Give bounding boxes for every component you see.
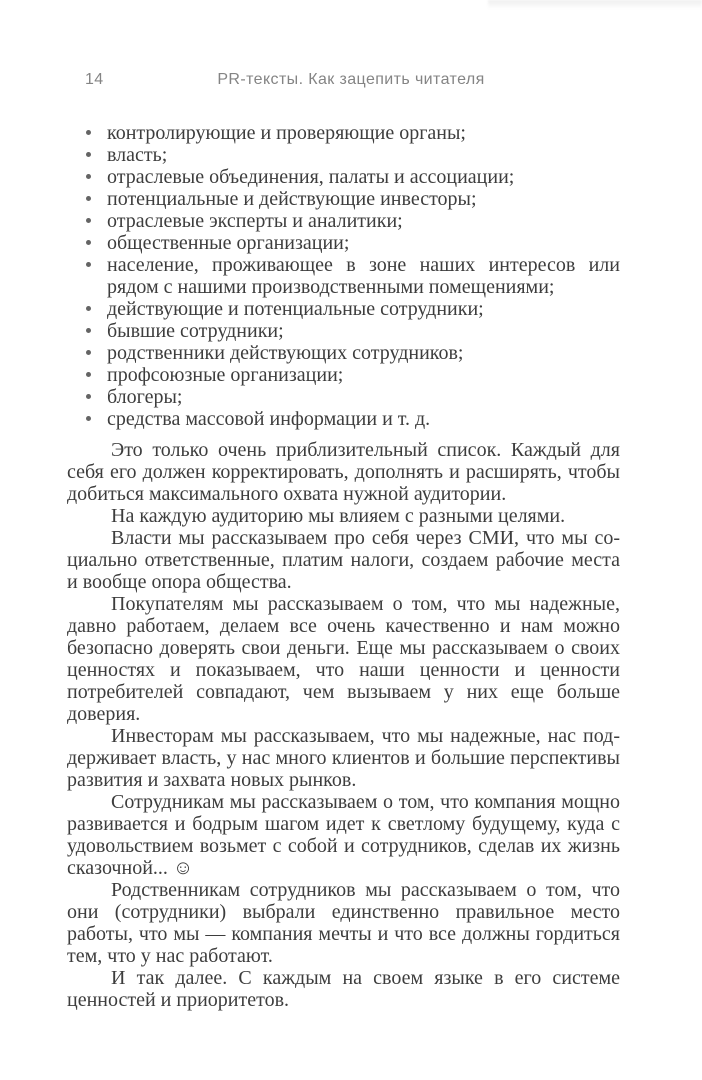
bullet-icon bbox=[86, 416, 91, 421]
bullet-icon bbox=[86, 394, 91, 399]
list-item-text: население, проживающее в зоне наших интересов или рядом с нашими производственными помещениями; bbox=[107, 254, 620, 298]
paragraph: Родственникам сотрудников мы рассказываем о том, что они (сотрудники) выбрали единственно правильное место работы, что мы — компания мечты и что все должны гордиться тем, что у нас работают. bbox=[67, 879, 620, 967]
bullet-icon bbox=[86, 152, 91, 157]
paragraph: Это только очень приблизительный список. Каждый для себя его должен корректировать, дополнять и расширять, чтобы добиться максимального охвата нужной аудитории. bbox=[67, 439, 620, 505]
bullet-icon bbox=[86, 130, 91, 135]
list-item-text: бывшие сотрудники; bbox=[107, 320, 284, 342]
list-item-text: отраслевые объединения, палаты и ассоциации; bbox=[107, 166, 515, 188]
list-item-text: действующие и потенциальные сотрудники; bbox=[107, 298, 484, 320]
list-item bbox=[67, 386, 620, 408]
list-item bbox=[67, 254, 620, 298]
list-item-text: отраслевые эксперты и аналитики; bbox=[107, 210, 403, 232]
page-content bbox=[67, 122, 620, 1011]
bullet-icon bbox=[86, 350, 91, 355]
paragraph: Инвесторам мы рассказываем, что мы надежные, нас поддерживает власть, у нас много клиентов и большие перспективы развития и захвата новых рынков. bbox=[67, 725, 620, 791]
list-item bbox=[67, 144, 620, 166]
bullet-icon bbox=[86, 372, 91, 377]
bullet-icon bbox=[86, 328, 91, 333]
page-header bbox=[0, 70, 702, 92]
list-item bbox=[67, 320, 620, 342]
paragraphs bbox=[67, 439, 620, 1011]
paragraph: На каждую аудиторию мы влияем с разными целями. bbox=[111, 505, 566, 527]
list-item-text: контролирующие и проверяющие органы; bbox=[107, 122, 466, 144]
paragraph: И так далее. С каждым на своем языке в его системе ценностей и приоритетов. bbox=[67, 967, 620, 1011]
bullet-icon bbox=[86, 218, 91, 223]
bullet-icon bbox=[86, 240, 91, 245]
list-item bbox=[67, 210, 620, 232]
bullet-icon bbox=[86, 306, 91, 311]
running-title: PR-тексты. Как зацепить читателя bbox=[217, 71, 485, 88]
page-number: 14 bbox=[85, 71, 104, 88]
paragraph: Сотрудникам мы рассказываем о том, что компания мощно развивается и бодрым шагом идет к светлому будущему, куда с удовольствием возьмет с собой и сотрудников, сделав их жизнь сказочной... ☺ bbox=[67, 791, 620, 879]
list-item bbox=[67, 166, 620, 188]
list-item bbox=[67, 122, 620, 144]
paragraph: Власти мы рассказываем про себя через СМИ, что мы социально ответственные, платим налоги, создаем рабочие места и вообще опора общества. bbox=[67, 527, 620, 593]
list-item-text: блогеры; bbox=[107, 386, 183, 408]
list-item-text: власть; bbox=[107, 144, 168, 166]
list-item-text: родственники действующих сотрудников; bbox=[107, 342, 464, 364]
list-item-text: профсоюзные организации; bbox=[107, 364, 344, 386]
list-item bbox=[67, 232, 620, 254]
list-item-text: общественные организации; bbox=[107, 232, 350, 254]
bullet-icon bbox=[86, 174, 91, 179]
scan-artifact bbox=[488, 0, 702, 9]
bullet-icon bbox=[86, 262, 91, 267]
list-item bbox=[67, 342, 620, 364]
list-item bbox=[67, 408, 620, 430]
list-item-text: средства массовой информации и т. д. bbox=[107, 408, 431, 430]
paragraph: Покупателям мы рассказываем о том, что мы надежные, давно работаем, делаем все очень качественно и нам можно безопасно доверять свои деньги. Еще мы рассказываем о своих ценностях и показываем, что наши ценности и ценности потребителей совпадают, чем вызываем у них еще больше доверия. bbox=[67, 593, 620, 725]
list-item bbox=[67, 364, 620, 386]
list-item-text: потенциальные и действующие инвесторы; bbox=[107, 188, 477, 210]
list-item bbox=[67, 298, 620, 320]
list-item bbox=[67, 188, 620, 210]
bullet-icon bbox=[86, 196, 91, 201]
audience-list bbox=[67, 122, 620, 430]
